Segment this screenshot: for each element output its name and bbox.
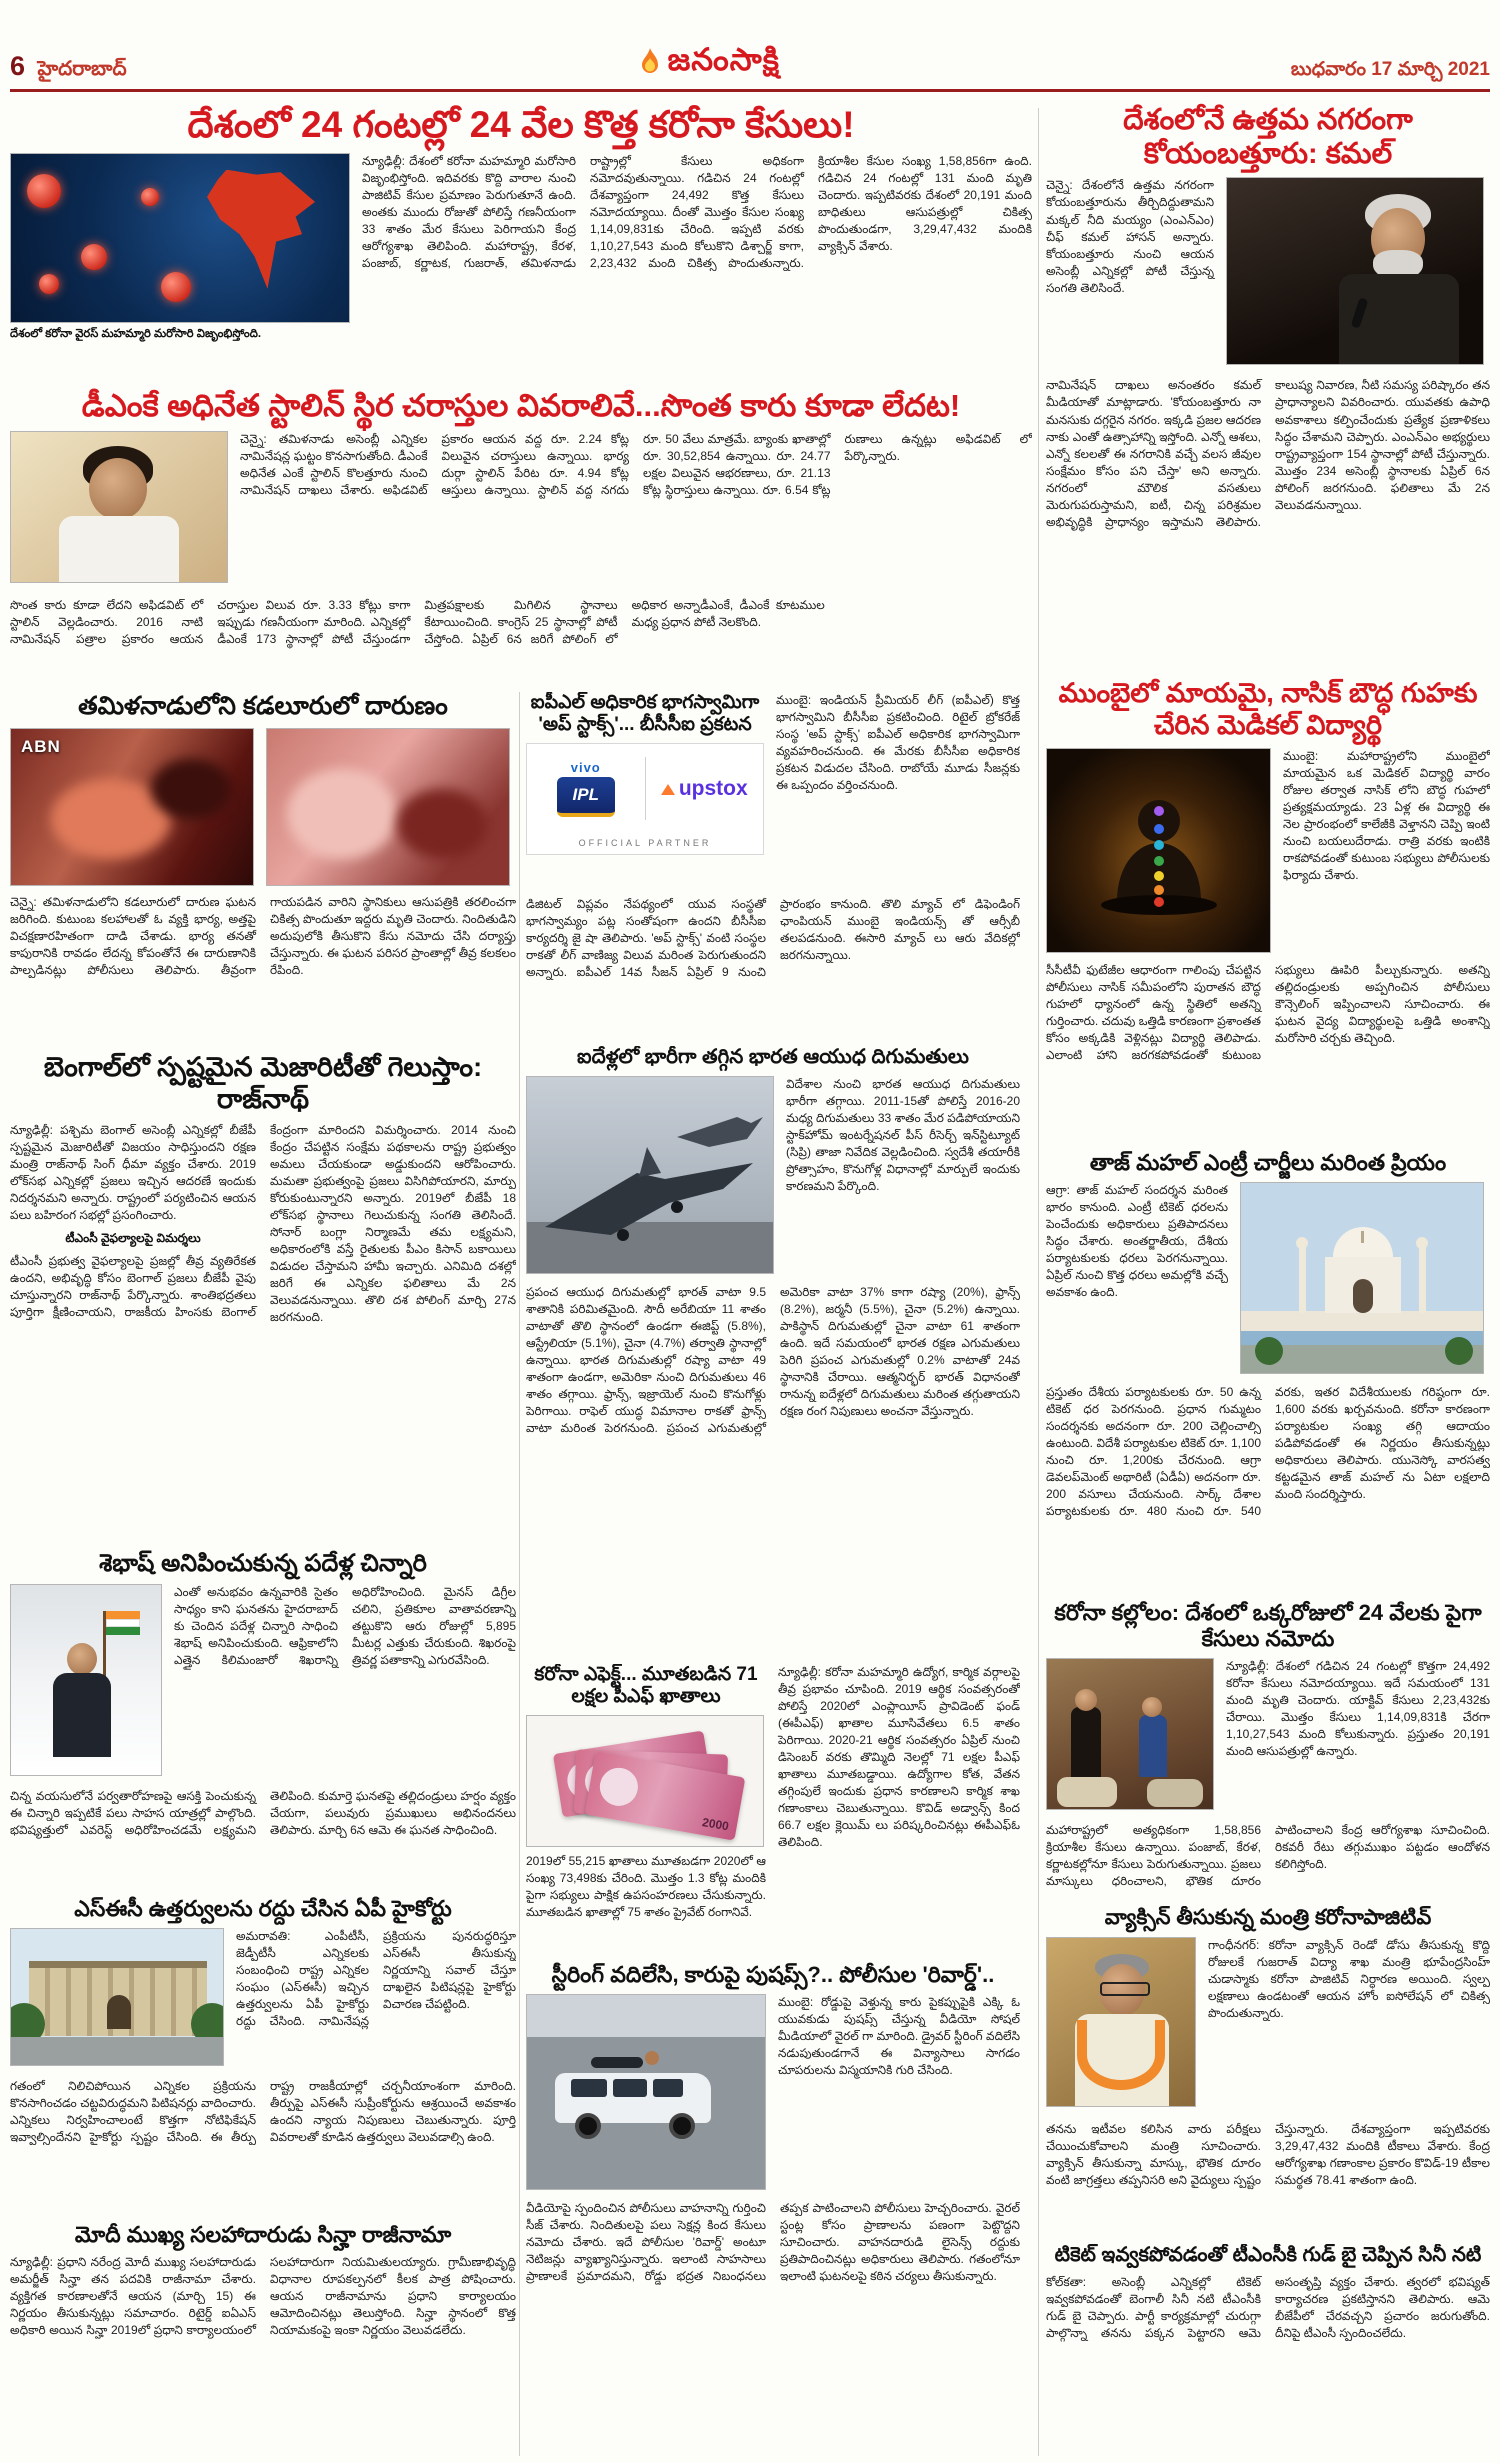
edition-date: బుధవారం 17 మార్చి 2021: [1290, 59, 1490, 80]
bengal-subhead: టీఎంసీ వైఫల్యాలపై విమర్శలు: [65, 1230, 201, 1245]
child-with-flag-image: [10, 1584, 162, 1776]
coimbatore-body-2: నామినేషన్ దాఖలు అనంతరం కమల్ మీడియాతో మాట్లాడారు. 'కోయంబత్తూరు నా మనసుకు దగ్గరైన నగరం. ఇక్కడి ప్రజల ఆదరణ నాకు ఎంతో ఉత్సాహాన్ని ఇస్తోంది. ఎన్నో ఆశలు, ఎన్నో కలలతో ఈ నగరానికి వచ్చే వలస జీవుల సంక్షేమం కోసం పని చేస్తా' అని అన్నారు. నగరంలో మౌలిక వసతులు మెరుగుపరుస్తామని, ఐటీ, చిన్న పరిశ్రమల అభివృద్ధికి ప్రాధాన్యం ఇస్తామని తెలిపారు. కాలుష్య నివారణ, నీటి సమస్య పరిష్కారం తన ప్రాధాన్యాలని వివరించారు. యువతకు ఉపాధి అవకాశాలు కల్పించేందుకు ప్రత్యేక ప్రణాళికలు సిద్ధం చేశామని చెప్పారు. ఎంఎన్ఎం అభ్యర్థులు రాష్ట్రవ్యాప్తంగా 154 స్థానాల్లో పోటీ చేస్తున్నారు. మొత్తం 234 అసెంబ్లీ స్థానాలకు ఏప్రిల్ 6న పోలింగ్ జరగనుంది. ఫలితాలు మే 2న వెలువడనున్నాయి.: [1046, 378, 1490, 529]
headline-kallolam: కరోనా కల్లోలం: దేశంలో ఒక్కరోజులో 24 వేలకు పైగా కేసులు నమోదు: [1054, 1600, 1482, 1651]
flag-white-stripe: [106, 1619, 140, 1627]
headline-taj: తాజ్ మహల్ ఎంట్రీ చార్జీలు మరింత ప్రియం: [1089, 1150, 1447, 1175]
vaccine-body-2: తనను ఇటీవల కలిసిన వారు పరీక్షలు చేయించుకోవాలని మంత్రి సూచించారు. వ్యాక్సిన్ తీసుకున్నా మాస్కు, భౌతిక దూరం వంటి జాగ్రత్తలు తప్పనిసరి అని వైద్యులు స్పష్టం చేస్తున్నారు. దేశవ్యాప్తంగా ఇప్పటివరకు 3,29,47,432 మందికి టీకాలు వేశారు. కేంద్ర ఆరోగ్యశాఖ గణాంకాల ప్రకారం కొవిడ్-19 టీకాల సమర్థత 78.41 శాతంగా ఉంది.: [1046, 2121, 1490, 2187]
modi-advisor-body: న్యూఢిల్లీ: ప్రధాని నరేంద్ర మోదీ ముఖ్య సలహాదారుడు అమర్జీత్ సిన్హా తన పదవికి రాజీనామా చేశారు. వ్యక్తిగత కారణాలతోనే ఆయన (మార్చి 15) ఈ నిర్ణయం తీసుకున్నట్లు సమాచారం. రిటైర్డ్ ఐఏఎస్ అధికారి అయిన సిన్హా 2019లో ప్రధాని కార్యాలయంలో సలహాదారుగా నియమితులయ్యారు. గ్రామీణాభివృద్ధి విధానాల రూపకల్పనలో కీలక పాత్ర పోషించారు. ఆయన రాజీనామాను ప్రధాని కార్యాలయం ఆమోదించినట్లు తెలుస్తోంది. సిన్హా స్థానంలో కొత్త నియామకంపై ఇంకా నిర్ణయం వెలువడలేదు.: [10, 2254, 516, 2338]
car-pushups-image: [526, 1994, 766, 2190]
taj-body-1: ఆగ్రా: తాజ్ మహల్ సందర్శన మరింత భారం కానుంది. ఎంట్రీ టికెట్ ధరలను పెంచేందుకు అధికారులు ప్రతిపాదనలు సిద్ధం చేశారు. అంతర్జాతీయ, దేశీయ పర్యాటకులకు ధరలు పెరగనున్నాయి. ఏప్రిల్ నుంచి కొత్త ధరలు అమల్లోకి వచ్చే అవకాశం ఉంది.: [1046, 1182, 1228, 1300]
corona-main-body: న్యూఢిల్లీ: దేశంలో కరోనా మహమ్మారి మరోసారి విజృంభిస్తోంది. ఇదివరకు కొద్ది వారాల నుంచి పాజిటివ్ కేసుల ప్రమాణం పెరుగుతూనే ఉంది. అంతకు ముందు రోజుతో పోలిస్తే గణనీయంగా 33 శాతం మేర కేసులు పెరిగాయని కేంద్ర ఆరోగ్యశాఖ తెలిపింది. మహారాష్ట్ర, కేరళ, పంజాబ్, కర్ణాటక, గుజరాత్, తమిళనాడు రాష్ట్రాల్లో కేసులు అధికంగా నమోదవుతున్నాయి. గడిచిన 24 గంటల్లో దేశవ్యాప్తంగా 24,492 కొత్త కేసులు నమోదయ్యాయి. దీంతో మొత్తం కేసుల సంఖ్య 1,14,09,831కు చేరింది. ఇప్పటి వరకు 1,10,27,543 మంది కోలుకొని డిశ్చార్జ్ కాగా, 2,23,432 మంది చికిత్స పొందుతున్నారు. క్రియాశీల కేసుల సంఖ్య 1,58,856గా ఉంది. గడిచిన 24 గంటల్లో 131 మంది మృతి చెందారు. ఇప్పటివరకు దేశంలో 20,191 మంది బాధితులు ఆసుపత్రుల్లో చికిత్స పొందుతుండగా, 3,29,47,432 మందికి వ్యాక్సిన్ వేశారు.: [362, 153, 1032, 270]
market-crowd-image: [1046, 1658, 1214, 1810]
stalin-body-1: చెన్నై: తమిళనాడు అసెంబ్లీ ఎన్నికల నామినేషన్ల ఘట్టం కొనసాగుతోంది. డీఎంకే అధినేత ఎంకే స్టాలిన్ కొలత్తూరు నుంచి నామినేషన్ దాఖలు చేశారు. అఫిడవిట్ ప్రకారం ఆయన వద్ద రూ. 2.24 కోట్ల విలువైన చరాస్తులు ఉన్నాయి. భార్య దుర్గా స్టాలిన్ పేరిట రూ. 4.94 కోట్ల ఆస్తులు ఉన్నాయి. స్టాలిన్ వద్ద నగదు రూ. 50 వేలు మాత్రమే. బ్యాంకు ఖాతాల్లో రూ. 30,52,854 ఉన్నాయి. రూ. 24.77 లక్షల విలువైన ఆభరణాలు, రూ. 21.13 కోట్ల స్థిరాస్తులు ఉన్నాయి. రూ. 6.54 కోట్ల రుణాలు ఉన్నట్లు అఫిడవిట్ లో పేర్కొన్నారు.: [240, 431, 1032, 497]
article-child-achiever: [10, 1550, 516, 1888]
garland: [1077, 2020, 1165, 2090]
abn-watermark: ABN: [21, 736, 61, 756]
article-modi-advisor: [10, 2222, 516, 2454]
article-pf-accounts: [526, 1664, 1020, 1956]
child-jacket: [53, 1673, 111, 1757]
india-map-shape: [207, 170, 315, 294]
minister-photo: [1046, 1937, 1196, 2107]
flag-green-stripe: [106, 1627, 140, 1635]
masthead-flame-icon: [638, 48, 662, 85]
edition-name: హైదరాబాద్: [37, 58, 127, 80]
masthead: [638, 42, 780, 85]
kadalur-body: చెన్నై: తమిళనాడులోని కడలూరులో దారుణ ఘటన జరిగింది. కుటుంబ కలహాలతో ఓ వ్యక్తి భార్య, అత్తపై విచక్షణారహితంగా దాడి చేశాడు. భార్య తనతో కాపురానికి రావడం లేదన్న కోపంతోనే ఈ దారుణానికి పాల్పడినట్లు పోలీసులు తెలిపారు. తీవ్రంగా గాయపడిన వారిని స్థానికులు ఆసుపత్రికి తరలించగా చికిత్స పొందుతూ ఇద్దరు మృతి చెందారు. నిందితుడిని అదుపులోకి తీసుకొని కేసు నమోదు చేసి దర్యాప్తు చేస్తున్నారు. ఈ ఘటన పరిసర ప్రాంతాల్లో తీవ్ర కలకలం రేపింది.: [10, 894, 516, 977]
pushups-body-1: ముంబై: రోడ్డుపై వెళ్తున్న కారు పైకప్పుపైకి ఎక్కి ఓ యువకుడు పుషప్స్ చేస్తున్న వీడియో సోషల్ మీడియాలో వైరల్ గా మారింది. డ్రైవర్ స్టీరింగ్ వదిలేసి నడుపుతుండగానే ఈ విన్యాసాలు సాగడం చూపరులను విస్మయానికి గురి చేసింది.: [778, 1994, 1020, 2078]
corona-map-image: [10, 153, 350, 323]
masthead-title: జనంసాక్షి: [667, 42, 780, 77]
headline-kadalur: తమిళనాడులోని కడలూరులో దారుణం: [78, 692, 448, 720]
corona-image-caption: దేశంలో కరోనా వైరస్ మహమ్మారి మరోసారి విజృంభిస్తోంది.: [10, 327, 262, 340]
page-number: 6: [10, 51, 26, 81]
child-face: [67, 1643, 97, 1675]
article-arms-imports: [526, 1046, 1020, 1654]
headline-mumbai-student: ముంబైలో మాయమై, నాసిక్ బౌద్ధ గుహకు చేరిన మెడికల్ విద్యార్థి: [1058, 678, 1478, 740]
fighter-jets-image: [526, 1076, 774, 1274]
kallolam-body-1: న్యూఢిల్లీ: దేశంలో గడిచిన 24 గంటల్లో కొత్తగా 24,492 కరోనా కేసులు నమోదయ్యాయి. ఇదే సమయంలో 131 మంది మృతి చెందారు. యాక్టివ్ కేసులు 2,23,432కు చేరాయి. మొత్తం కేసులు 1,14,09,831కి చేరగా 1,10,27,543 మంది కోలుకున్నారు. ప్రస్తుతం 20,191 మంది ఆసుపత్రుల్లో ఉన్నారు.: [1226, 1658, 1490, 1759]
article-vaccine-minister: [1046, 1906, 1490, 2236]
mumbai-student-body-1: ముంబై: మహారాష్ట్రలోని ముంబైలో మాయమైన ఒక మెడికల్ విద్యార్థి వారం రోజుల తర్వాత నాసిక్ లోని బౌద్ధ గుహలో ప్రత్యక్షమయ్యాడు. 23 ఏళ్ల ఈ విద్యార్థి ఈ నెల ప్రారంభంలో కాలేజీకి వెళ్తానని చెప్పి ఇంటి నుంచి బయలుదేరాడు. రాత్రి వరకు ఇంటికి రాకపోవడంతో కుటుంబ సభ్యులు పోలీసులకు ఫిర్యాదు చేశారు.: [1283, 748, 1490, 882]
headline-stalin: డీఎంకే అధినేత స్టాలిన్ స్థిర చరాస్తుల వివరాలివే...సొంత కారు కూడా లేదట!: [81, 388, 961, 423]
stalin-body-2: సొంత కారు కూడా లేదని అఫిడవిట్ లో స్టాలిన్ వెల్లడించారు. 2016 నాటి నామినేషన్ పత్రాల ప్రకారం ఆయన చరాస్తుల విలువ రూ. 3.33 కోట్లు కాగా ఇప్పుడు గణనీయంగా మారింది. ఎన్నికల్లో డీఎంకే 173 స్థానాల్లో పోటీ చేస్తుండగా మిత్రపక్షాలకు మిగిలిన స్థానాలు కేటాయించింది. కాంగ్రెస్ 25 స్థానాల్లో పోటీ చేస్తోంది. ఏప్రిల్ 6న జరిగే పోలింగ్ లో అధికార అన్నాడీఎంకే, డీఎంకే కూటముల మధ్య ప్రధాన పోటీ నెలకొంది.: [10, 597, 825, 646]
article-sec-highcourt: [10, 1896, 516, 2214]
meditation-cave-image: [1046, 748, 1271, 953]
article-corona-kallolam: [1046, 1600, 1490, 1898]
vaccine-body-1: గాంధీనగర్: కరోనా వ్యాక్సిన్ రెండో డోసు తీసుకున్న కొద్ది రోజులకే గుజరాత్ విద్యా శాఖ మంత్రి భూపేంద్రసింహ్ చుడాస్మాకు కరోనా పాజిటివ్ నిర్ధారణ అయింది. స్వల్ప లక్షణాలు ఉండటంతో ఆయన హోం ఐసోలేషన్ లో చికిత్స పొందుతున్నారు.: [1208, 1937, 1490, 2020]
official-partner-label: OFFICIAL PARTNER: [578, 837, 712, 848]
column-rule-left: [519, 692, 520, 2456]
actress-body: కోల్‌కతా: అసెంబ్లీ ఎన్నికల్లో టికెట్ ఇవ్వకపోవడంతో బెంగాలీ సినీ నటి టీఎంసీకి గుడ్ బై చెప్పారు. పార్టీ కార్యక్రమాల్లో చురుగ్గా పాల్గొన్నా తనను పక్కన పెట్టారని ఆమె అసంతృప్తి వ్యక్తం చేశారు. త్వరలో భవిష్యత్ కార్యాచరణ ప్రకటిస్తానని తెలిపారు. ఆమె బీజేపీలో చేరవచ్చని ప్రచారం జరుగుతోంది. దీనిపై టీఎంసీ స్పందించలేదు.: [1046, 2274, 1490, 2340]
ipl-headline-and-logo: [526, 692, 764, 888]
mumbai-student-body-2: సీసీటీవీ ఫుటేజీల ఆధారంగా గాలింపు చేపట్టిన పోలీసులు నాసిక్ సమీపంలోని పురాతన బౌద్ధ గుహలో ధ్యానంలో ఉన్న స్థితిలో అతన్ని గుర్తించారు. చదువు ఒత్తిడి కారణంగా ప్రశాంతత కోసం అక్కడికి వెళ్లినట్లు విద్యార్థి తెలిపాడు. ఎలాంటి హాని జరగకపోవడంతో కుటుంబ సభ్యులు ఊపిరి పీల్చుకున్నారు. అతన్ని తల్లిదండ్రులకు అప్పగించిన పోలీసులు కౌన్సెలింగ్ ఇప్పించాలని సూచించారు. ఈ ఘటన వైద్య విద్యార్థులపై ఒత్తిడి అంశాన్ని మరోసారి చర్చకు తెచ్చింది.: [1046, 962, 1490, 1062]
article-stalin-assets: [10, 388, 1032, 684]
headline-arms: ఐదేళ్లలో భారీగా తగ్గిన భారత ఆయుధ దిగుమతులు: [577, 1046, 969, 1068]
flag-saffron-stripe: [106, 1611, 140, 1619]
edition-block: [10, 51, 127, 85]
headline-vaccine-minister: వ్యాక్సిన్ తీసుకున్న మంత్రి కరోనాపాజిటివ్: [1104, 1906, 1432, 1929]
upstox-logo: upstox: [661, 777, 748, 801]
high-court-building-image: [10, 1928, 224, 2066]
headline-pf: కరోనా ఎఫెక్ట్... మూతబడిన 71 లక్షల పీఎఫ్ ఖాతాలు: [534, 1664, 758, 1708]
article-coimbatore-kamal: [1046, 103, 1490, 671]
headline-child: శెభాష్ అనిపించుకున్న పదేళ్ల చిన్నారి: [99, 1550, 427, 1577]
vivo-logo: vivo: [570, 760, 601, 776]
bengal-body-1: న్యూఢిల్లీ: పశ్చిమ బెంగాల్ అసెంబ్లీ ఎన్నికల్లో బీజేపీ స్పష్టమైన మెజారిటీతో విజయం సాధిస్తుందని రక్షణ మంత్రి రాజ్‌నాథ్ సింగ్ ధీమా వ్యక్తం చేశారు. 2019 లోక్‌సభ ఎన్నికల్లో ప్రజలు ఇచ్చిన ఆదరణే ఇందుకు నిదర్శనమని అన్నారు. రాష్ట్రంలో పర్యటించిన ఆయన పలు బహిరంగ సభల్లో ప్రసంగించారు.: [10, 1122, 256, 1222]
ipl-body-2: డిజిటల్ విప్లవం నేపథ్యంలో యువ సంస్థతో భాగస్వామ్యం పట్ల సంతోషంగా ఉందని బీసీసీఐ కార్యదర్శి జై షా తెలిపారు. 'అప్ స్టాక్స్' వంటి సంస్థల రాకతో లీగ్ వాణిజ్య విలువ మరింత పెరుగుతుందని అన్నారు. ఐపీఎల్ 14వ సీజన్ ఏప్రిల్ 9 నుంచి ప్రారంభం కానుంది. తొలి మ్యాచ్ లో డిఫెండింగ్ ఛాంపియన్ ముంబై ఇండియన్స్ తో ఆర్సీబీ తలపడనుంది. ఈసారి మ్యాచ్ లు ఆరు వేదికల్లో జరగనున్నాయి.: [526, 897, 1020, 980]
page-header: [10, 38, 1490, 92]
article-taj-charges: [1046, 1150, 1490, 1594]
ipl-logo: IPL: [557, 777, 615, 817]
person-on-roof: [591, 2057, 643, 2068]
headline-pushups: స్టీరింగ్ వదిలేసి, కారుపై పుషప్స్?.. పోలీసుల 'రివార్డ్'..: [551, 1962, 995, 1987]
corona-figure: [10, 153, 350, 381]
taj-mahal-image: [1240, 1182, 1484, 1374]
article-actress-tmc: [1046, 2244, 1490, 2456]
arms-body-1: విదేశాల నుంచి భారత ఆయుధ దిగుమతులు భారీగా తగ్గాయి. 2011-15తో పోలిస్తే 2016-20 మధ్య దిగుమతులు 33 శాతం మేర పడిపోయాయని స్టాక్‌హోమ్ ఇంటర్నేషనల్ పీస్ రీసెర్చ్ ఇన్‌స్టిట్యూట్ (సిప్రి) తాజా నివేదిక వెల్లడించింది. స్వదేశీ తయారీకి ప్రోత్సాహం, కొనుగోళ్ల విధానాల్లో మార్పులే ఇందుకు కారణమని పేర్కొంది.: [786, 1076, 1020, 1193]
sec-court-body-1: అమరావతి: ఎంపీటీసీ, జెడ్పీటీసీ ఎన్నికలకు సంబంధించి రాష్ట్ర ఎన్నికల సంఘం (ఎస్ఈసీ) ఇచ్చిన ఉత్తర్వులను ఏపీ హైకోర్టు రద్దు చేసింది. నామినేషన్ల ప్రక్రియను పునరుద్ధరిస్తూ ఎస్ఈసీ తీసుకున్న నిర్ణయాన్ని సవాల్ చేస్తూ దాఖలైన పిటిషన్లపై హైకోర్టు విచారణ చేపట్టింది.: [236, 1928, 516, 2029]
coimbatore-body-1: చెన్నై: దేశంలోనే ఉత్తమ నగరంగా కోయంబత్తూరును తీర్చిదిద్దుతామని మక్కల్ నీది మయ్యం (ఎంఎన్ఎం) చీఫ్ కమల్ హాసన్ అన్నారు. కోయంబత్తూరు నుంచి ఆయన అసెంబ్లీ ఎన్నికల్లో పోటీ చేస్తున్న సంగతి తెలిసిందే.: [1046, 178, 1214, 295]
article-kadalur: [10, 692, 516, 1040]
arms-body-2: ప్రపంచ ఆయుధ దిగుమతుల్లో భారత్ వాటా 9.5 శాతానికి పరిమితమైంది. సౌదీ అరేబియా 11 శాతం వాటాతో తొలి స్థానంలో ఉండగా ఈజిప్ట్ (5.8%), ఆస్ట్రేలియా (5.1%), చైనా (4.7%) తర్వాతి స్థానాల్లో ఉన్నాయి. భారత దిగుమతుల్లో రష్యా వాటా 49 శాతంగా ఉండగా, అమెరికా నుంచి దిగుమతులు 46 శాతం తగ్గాయి. ఫ్రాన్స్, ఇజ్రాయెల్ నుంచి కొనుగోళ్లు పెరిగాయి. రాఫెల్ యుద్ధ విమానాల రాకతో ఫ్రాన్స్ వాటా మరింత పెరగనుంది. ప్రపంచ ఎగుమతుల్లో అమెరికా వాటా 37% కాగా రష్యా (20%), ఫ్రాన్స్ (8.2%), జర్మనీ (5.5%), చైనా (5.2%) ఉన్నాయి. పాకిస్థాన్ దిగుమతుల్లో చైనా వాటా 61 శాతంగా ఉంది. ఇదే సమయంలో భారత రక్షణ ఎగుమతులు పెరిగి ప్రపంచ ఎగుమతుల్లో 0.2% వాటాతో 24వ స్థానానికి చేరాయి. ఆత్మనిర్భర్ భారత్ విధానంతో రానున్న ఐదేళ్లలో దిగుమతులు మరింత తగ్గుతాయని రక్షణ రంగ నిపుణులు అంచనా వేస్తున్నారు.: [526, 1284, 1020, 1435]
article-bengal-rajnath: [10, 1052, 516, 1540]
article-car-pushups: [526, 1962, 1020, 2454]
headline-actress: టికెట్ ఇవ్వకపోవడంతో టీఎంసీకి గుడ్ బై చెప్పిన సినీ నటి: [1054, 2244, 1482, 2266]
headline-coimbatore: దేశంలోనే ఉత్తమ నగరంగా కోయంబత్తూరు: కమల్: [1123, 104, 1413, 171]
article-mumbai-student: [1046, 678, 1490, 1142]
headline-ipl: ఐపీఎల్ అధికారిక భాగస్వామిగా 'అప్ స్టాక్స్'... బీసీసీఐ ప్రకటన: [530, 692, 760, 736]
child-body-1: ఎంతో అనుభవం ఉన్నవారికి సైతం సాధ్యం కాని ఘనతను హైదరాబాద్ కు చెందిన పదేళ్ల చిన్నారి సాధించి శెభాష్ అనిపించుకుంది. ఆఫ్రికాలోని ఎత్తైన కిలిమంజారో శిఖరాన్ని అధిరోహించింది. మైనస్ డిగ్రీల చలిని, ప్రతికూల వాతావరణాన్ని తట్టుకొని ఆరు రోజుల్లో 5,895 మీటర్ల ఎత్తుకు చేరుకుంది. శిఖరంపై త్రివర్ణ పతాకాన్ని ఎగురవేసింది.: [174, 1585, 516, 1668]
headline-corona-main: దేశంలో 24 గంటల్లో 24 వేల కొత్త కరోనా కేసులు!: [187, 104, 855, 145]
headline-modi-advisor: మోదీ ముఖ్య సలహాదారుడు సిన్హా రాజీనామా: [74, 2222, 452, 2247]
ipl-body-1: ముంబై: ఇండియన్ ప్రీమియర్ లీగ్ (ఐపీఎల్) కొత్త భాగస్వామిని బీసీసీఐ ప్రకటించింది. రిటైల్ బ్రోకరేజ్ సంస్థ 'అప్ స్టాక్స్' ఐపీఎల్ అధికారిక భాగస్వామిగా వ్యవహరించనుంది. ఈ మేరకు బీసీసీఐ అధికారిక ప్రకటన విడుదల చేసింది. రాబోయే మూడు సీజన్లకు ఈ ఒప్పందం వర్తించనుంది.: [776, 693, 1020, 793]
pf-body-2: 2019లో 55,215 ఖాతాలు మూతబడగా 2020లో ఆ సంఖ్య 73,498కు చేరింది. మొత్తం 1.3 కోట్ల మందికి పైగా సభ్యులు పాక్షిక ఉపసంహరణలు చేసుకున్నారు. మూతబడిన ఖాతాల్లో 75 శాతం ప్రైవేట్ రంగానివే.: [526, 1853, 766, 1919]
currency-notes-image: 2000: [526, 1715, 764, 1847]
stalin-photo: [10, 431, 228, 583]
ipl-upstox-logos-image: [526, 743, 764, 855]
kadalur-scene-image-1: [10, 728, 254, 886]
taj-body-2: ప్రస్తుతం దేశీయ పర్యాటకులకు రూ. 50 ఉన్న టికెట్ ధర పెరగనుంది. ప్రధాన గుమ్మటం సందర్శనకు అదనంగా రూ. 200 చెల్లించాల్సి ఉంటుంది. విదేశీ పర్యాటకుల టికెట్ రూ. 1,100 నుంచి రూ. 1,200కు చేరనుంది. ఆగ్రా డెవలప్‌మెంట్ అథారిటీ (ఏడీఏ) అదనంగా రూ. 200 వసూలు చేయనుంది. సార్క్ దేశాల పర్యాటకులకు రూ. 480 నుంచి రూ. 540 వరకు, ఇతర విదేశీయులకు గరిష్ఠంగా రూ. 1,600 వరకు ఖర్చవనుంది. కరోనా కారణంగా పర్యాటకుల సంఖ్య తగ్గి ఆదాయం పడిపోవడంతో ఈ నిర్ణయం తీసుకున్నట్లు అధికారులు తెలిపారు. యునెస్కో వారసత్వ కట్టడమైన తాజ్ మహల్ ను ఏటా లక్షలాది మంది సందర్శిస్తారు.: [1046, 1384, 1490, 1519]
pf-body-1: న్యూఢిల్లీ: కరోనా మహమ్మారి ఉద్యోగ, కార్మిక వర్గాలపై తీవ్ర ప్రభావం చూపింది. 2019 ఆర్థిక సంవత్సరంతో పోలిస్తే 2020లో ఎంప్లాయీస్ ప్రావిడెంట్ ఫండ్ (ఈపీఎఫ్) ఖాతాల మూసివేతలు 6.5 శాతం పెరిగాయి. 2020-21 ఆర్థిక సంవత్సరం ఏప్రిల్ నుంచి డిసెంబర్ వరకు తొమ్మిది నెలల్లో 71 లక్షల పీఎఫ్ ఖాతాలు మూతబడ్డాయి. ఉద్యోగాల కోత, వేతన తగ్గింపులే ఇందుకు ప్రధాన కారణాలని కార్మిక శాఖ గణాంకాలు చెబుతున్నాయి. కొవిడ్ అడ్వాన్స్ కింద 66.7 లక్షల క్లెయిమ్ లు పరిష్కరించినట్లు ఈపీఎఫ్ఓ తెలిపింది.: [778, 1665, 1020, 1850]
bengal-body-2: టీఎంసీ ప్రభుత్వ వైఫల్యాలపై ప్రజల్లో తీవ్ర వ్యతిరేకత ఉందని, అభివృద్ధి కోసం బెంగాల్ ప్రజలు బీజేపీ వైపు చూస్తున్నారని రాజ్‌నాథ్ పేర్కొన్నారు. శాంతిభద్రతలు పూర్తిగా క్షీణించాయని, రాజకీయ హింసకు బెంగాల్ కేంద్రంగా మారిందని విమర్శించారు. 2014 నుంచి కేంద్రం చేపట్టిన సంక్షేమ పథకాలను రాష్ట్ర ప్రభుత్వం అమలు చేయకుండా అడ్డుకుందని ఆరోపించారు. మమతా ప్రభుత్వంపై ప్రజలు విసిగిపోయారని, మార్పు కోరుకుంటున్నారని అన్నారు. 2019లో బీజేపీ 18 లోక్‌సభ స్థానాలు గెలుచుకున్న సంగతి తెలిసిందే. సోనార్ బంగ్లా నిర్మాణమే తమ లక్ష్యమని, అధికారంలోకి వస్తే రైతులకు పీఎం కిసాన్ బకాయిలు విడుదల చేస్తామని హామీ ఇచ్చారు. ఎనిమిది దశల్లో జరిగే ఈ ఎన్నికల ఫలితాలు మే 2న వెలువడనున్నాయి. తొలి దశ పోలింగ్ మార్చి 27న జరగనుంది.: [10, 1122, 516, 1325]
headline-bengal: బెంగాల్‌లో స్పష్టమైన మెజారిటీతో గెలుస్తాం: రాజ్‌నాథ్: [43, 1052, 483, 1114]
bengal-body: [10, 1122, 516, 1524]
sec-court-body-2: గతంలో నిలిచిపోయిన ఎన్నికల ప్రక్రియను కొనసాగించడం చట్టవిరుద్ధమని పిటిషనర్లు వాదించారు. ఎన్నికలు నిర్వహించాలంటే కొత్తగా నోటిఫికేషన్ ఇవ్వాల్సిందేనని హైకోర్టు స్పష్టం చేసింది. ఈ తీర్పు రాష్ట్ర రాజకీయాల్లో చర్చనీయాంశంగా మారింది. తీర్పుపై ఎస్ఈసీ సుప్రీంకోర్టును ఆశ్రయించే అవకాశం ఉందని న్యాయ నిపుణులు చెబుతున్నారు. పూర్తి వివరాలతో కూడిన ఉత్తర్వులు వెలువడాల్సి ఉంది.: [10, 2078, 516, 2145]
column-rule-right: [1038, 108, 1039, 2456]
pushups-body-2: వీడియోపై స్పందించిన పోలీసులు వాహనాన్ని గుర్తించి సీజ్ చేశారు. నిందితులపై పలు సెక్షన్ల కింద కేసులు నమోదు చేశారు. ఇదే పోలీసుల 'రివార్డ్' అంటూ నెటిజన్లు వ్యాఖ్యానిస్తున్నారు. ఇలాంటి సాహసాలు ప్రాణాలకే ప్రమాదమని, రోడ్డు భద్రత నిబంధనలు తప్పక పాటించాలని పోలీసులు హెచ్చరించారు. వైరల్ స్టంట్ల కోసం ప్రాణాలను పణంగా పెట్టొద్దని సూచించారు. వాహనదారుడి లైసెన్స్ రద్దుకు ప్రతిపాదించినట్లు అధికారులు తెలిపారు. గతంలోనూ ఇలాంటి ఘటనలపై కఠిన చర్యలు తీసుకున్నారు.: [526, 2200, 1020, 2284]
article-ipl-upstox: [526, 692, 1020, 1036]
kadalur-scene-image-2: [266, 728, 510, 886]
article-corona-main: [10, 103, 1032, 381]
pf-headline-and-image: [526, 1664, 766, 1956]
kallolam-body-2: మహారాష్ట్రలో అత్యధికంగా 1,58,856 క్రియాశీల కేసులు ఉన్నాయి. పంజాబ్, కేరళ, కర్ణాటకల్లోనూ కేసులు పెరుగుతున్నాయి. ప్రజలు మాస్కులు ధరించాలని, భౌతిక దూరం పాటించాలని కేంద్ర ఆరోగ్యశాఖ సూచించింది. రికవరీ రేటు తగ్గుముఖం పట్టడం ఆందోళన కలిగిస్తోంది.: [1046, 1822, 1490, 1888]
headline-sec-court: ఎస్ఈసీ ఉత్తర్వులను రద్దు చేసిన ఏపీ హైకోర్టు: [74, 1896, 452, 1921]
child-body-2: చిన్న వయసులోనే పర్వతారోహణపై ఆసక్తి పెంచుకున్న ఈ చిన్నారి ఇప్పటికే పలు సాహస యాత్రల్లో పాల్గొంది. భవిష్యత్తులో ఎవరెస్ట్ అధిరోహించడమే లక్ష్యమని తెలిపింది. కుమార్తె ఘనతపై తల్లిదండ్రులు హర్షం వ్యక్తం చేయగా, పలువురు ప్రముఖులు అభినందనలు తెలిపారు. మార్చి 6న ఆమె ఈ ఘనత సాధించింది.: [10, 1789, 516, 1838]
kamal-haasan-photo: [1226, 177, 1484, 365]
